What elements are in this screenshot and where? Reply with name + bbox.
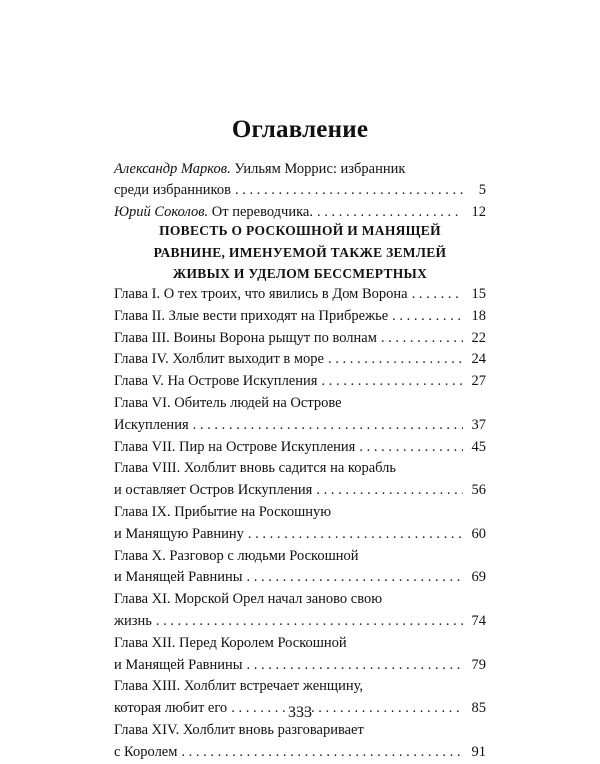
- leader-dots: [324, 349, 463, 371]
- toc-entry: [114, 306, 486, 328]
- chapter-title: Глава I. О тех троих, что явились в Дом Ворона: [114, 286, 408, 302]
- chapter-title: Глава VII. Пир на Острове Искупления: [114, 438, 356, 455]
- page-number: 15: [471, 286, 486, 302]
- chapter-title: Глава X. Разговор с людьми Роскошной: [114, 547, 359, 564]
- page-number: 18: [471, 307, 486, 324]
- chapter-title-cont: и Манящей Равнины: [114, 656, 243, 673]
- chapter-title: Глава IV. Холблит выходит в море: [114, 351, 324, 368]
- preface-entry-title: Уильям Моррис: избранник: [234, 161, 406, 177]
- toc-entry: [114, 611, 486, 633]
- toc-entry: [114, 589, 486, 611]
- leader-dots: [312, 480, 463, 502]
- chapter-title-cont: которая любит его: [114, 700, 228, 717]
- toc-entry: [114, 502, 486, 524]
- chapter-title-cont: с Королем: [114, 743, 178, 760]
- toc-entry: [114, 393, 486, 415]
- page-number: 24: [471, 351, 486, 368]
- preface-entry-title-cont: среди избранников: [114, 182, 231, 198]
- leader-dots: [243, 655, 464, 677]
- chapter-list: [114, 284, 486, 764]
- page-number: 5: [478, 182, 486, 198]
- page-number: 79: [471, 656, 486, 673]
- page-number: 27: [471, 373, 486, 390]
- preface-author: Юрий Соколов.: [114, 203, 209, 220]
- toc-entry: [114, 415, 486, 437]
- page-number: 37: [471, 416, 486, 433]
- leader-dots: [388, 306, 463, 328]
- preface-entry-1-line-1: [114, 158, 486, 180]
- chapter-title-cont: и Манящей Равнины: [114, 569, 243, 586]
- chapter-title: Глава XIII. Холблит встречает женщину,: [114, 678, 364, 695]
- page-number: 22: [471, 329, 486, 346]
- page-number: 12: [471, 203, 486, 220]
- section-heading-line: ПОВЕСТЬ О РОСКОШНОЙ И МАНЯЩЕЙ: [159, 223, 441, 238]
- chapter-title: Глава VI. Обитель людей на Острове: [114, 394, 342, 411]
- page-title: Оглавление: [231, 116, 369, 143]
- preface-list: [114, 158, 486, 224]
- chapter-title: Глава IX. Прибытие на Роскошную: [114, 503, 332, 520]
- toc-entry: [114, 371, 486, 393]
- leader-dots: [231, 180, 463, 202]
- preface-entry-title: От переводчика.: [211, 203, 313, 220]
- chapter-title: Глава XII. Перед Королем Роскошной: [114, 634, 347, 651]
- chapter-title: Глава III. Воины Ворона рыщут по волнам: [114, 329, 377, 346]
- chapter-title-cont: и Манящую Равнину: [114, 525, 244, 542]
- page-number: 85: [471, 700, 486, 717]
- page-number: 45: [471, 438, 486, 455]
- section-heading-line: РАВНИНЕ, ИМЕНУЕМОЙ ТАКЖЕ ЗЕМЛЕЙ: [153, 244, 447, 260]
- toc-entry: [114, 480, 486, 502]
- leader-dots: [243, 567, 464, 589]
- toc-entry: [114, 458, 486, 480]
- toc-entry: [114, 655, 486, 677]
- chapter-title: Глава V. На Острове Искупления: [114, 373, 318, 390]
- toc-entry: [114, 633, 486, 655]
- section-heading: [114, 220, 486, 285]
- toc-entry: [114, 437, 486, 459]
- chapter-title-cont: и оставляет Остров Искупления: [114, 482, 313, 499]
- chapter-title: Глава XIV. Холблит вновь разговаривает: [114, 721, 364, 738]
- toc-entry: [114, 742, 486, 764]
- toc-entry: [114, 524, 486, 546]
- toc-entry: [114, 284, 486, 306]
- preface-entry-1-line-2: [114, 180, 486, 202]
- leader-dots: [408, 284, 463, 306]
- chapter-title: Глава XI. Морской Орел начал заново свою: [114, 591, 383, 608]
- toc-entry: [114, 349, 486, 371]
- chapter-title-cont: жизнь: [114, 612, 152, 629]
- page-number: 69: [471, 569, 486, 586]
- leader-dots: [177, 742, 463, 764]
- leader-dots: [377, 328, 463, 350]
- chapter-title: Глава II. Злые вести приходят на Прибрежье: [114, 307, 389, 324]
- leader-dots: [189, 415, 463, 437]
- page-number: 60: [471, 525, 486, 542]
- page-folio: 333: [288, 704, 312, 721]
- chapter-title: Глава VIII. Холблит вновь садится на корабль: [114, 460, 397, 477]
- page-number: 74: [471, 612, 486, 629]
- preface-author: Александр Марков.: [114, 161, 231, 177]
- chapter-title-cont: Искупления: [114, 416, 189, 433]
- leader-dots: [317, 371, 463, 393]
- toc-entry: [114, 546, 486, 568]
- toc-entry: [114, 720, 486, 742]
- toc-entry: [114, 328, 486, 350]
- page-number: 56: [471, 482, 486, 499]
- leader-dots: [244, 524, 463, 546]
- section-heading-line: ЖИВЫХ И УДЕЛОМ БЕССМЕРТНЫХ: [172, 266, 428, 281]
- page-number: 91: [471, 743, 486, 760]
- leader-dots: [152, 611, 463, 633]
- leader-dots: [355, 437, 463, 459]
- toc-entry: [114, 567, 486, 589]
- toc-entry: [114, 676, 486, 698]
